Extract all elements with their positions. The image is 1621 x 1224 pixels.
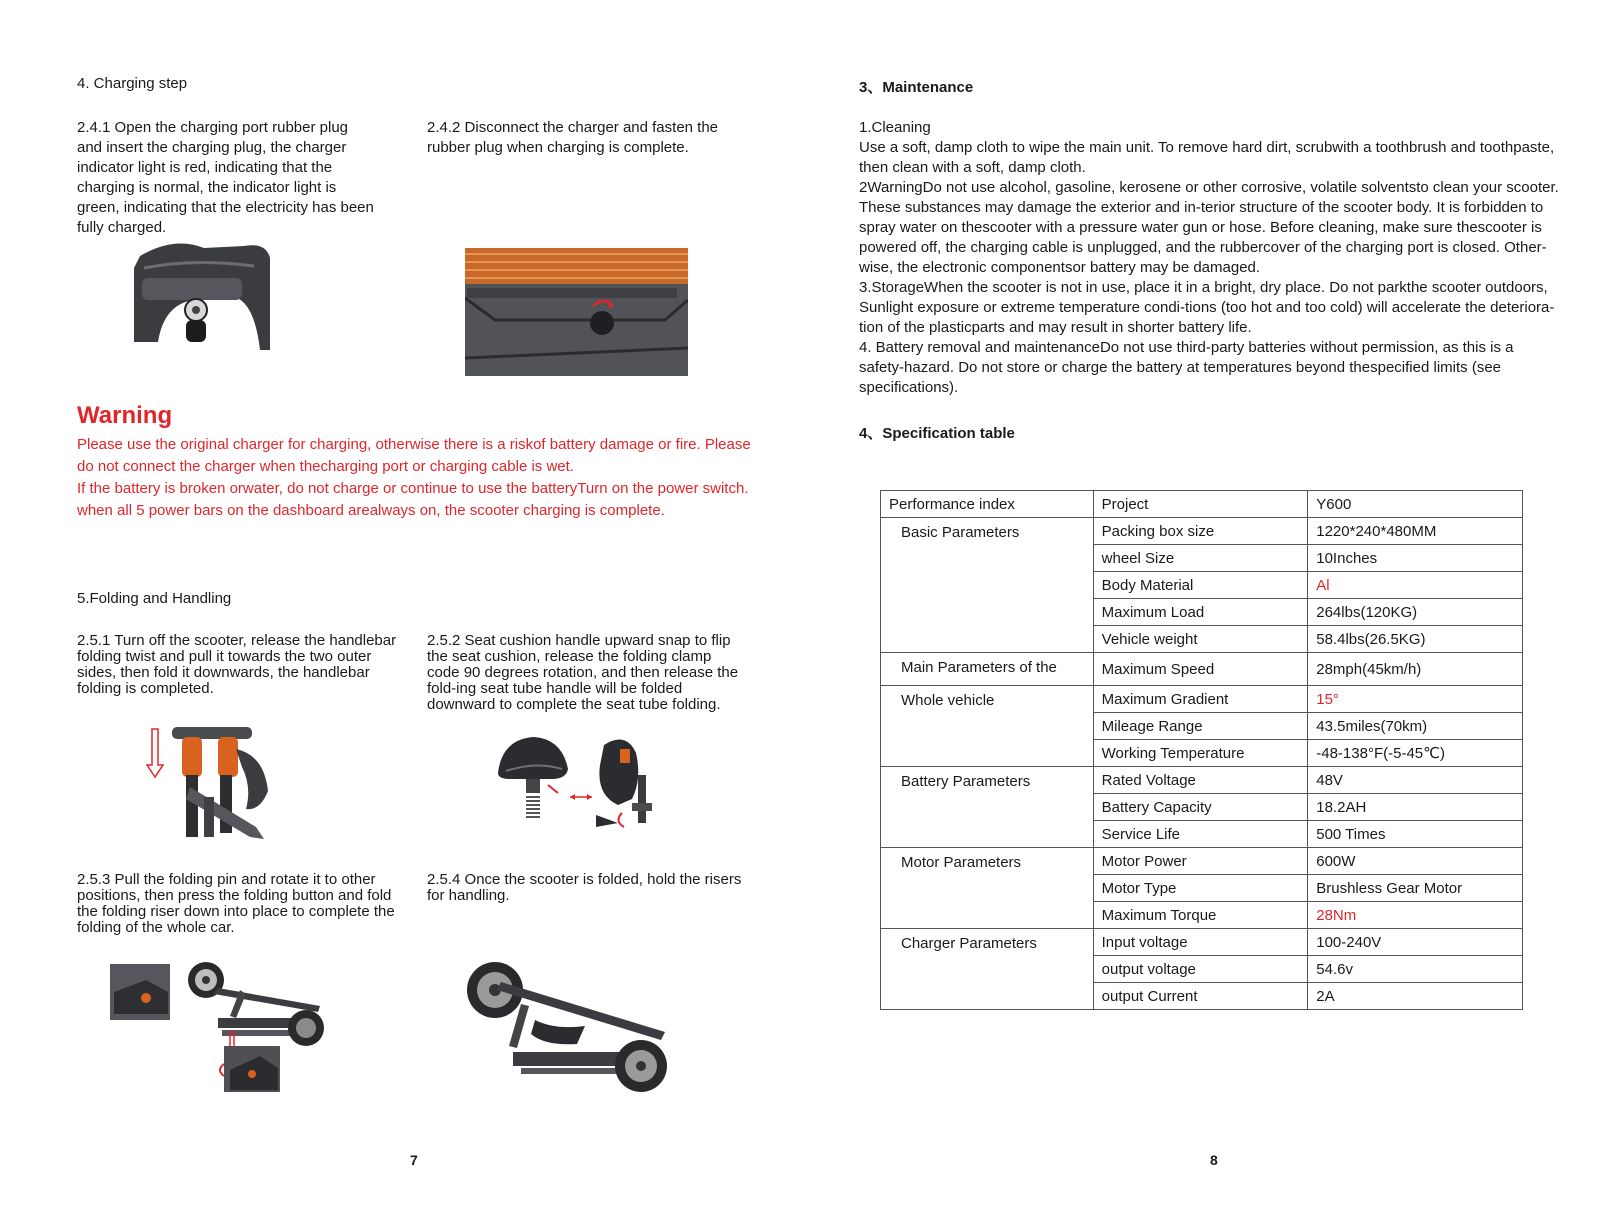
spec-item-cell: Body Material [1093, 572, 1308, 599]
maintenance-battery-body: 4. Battery removal and maintenanceDo not use third-party batteries without permission, as this is a safety-hazard. Do not store or charge the battery at temperatures beyond thespecified limits (see specifications). [859, 339, 1514, 396]
spec-item-cell: Working Temperature [1093, 740, 1308, 767]
maintenance-heading: 3、Maintenance [859, 79, 974, 96]
spec-row [881, 848, 1523, 875]
warning-text-2: If the battery is broken orwater, do not charge or continue to use the batteryTurn on the power switch. when all 5 power bars on the dashboard arealways on, the scooter charging is complete. [77, 480, 749, 519]
spec-header-row [881, 491, 1523, 518]
spec-item-cell: Packing box size [1093, 518, 1308, 545]
spec-item-cell: Maximum Load [1093, 599, 1308, 626]
spec-row [881, 653, 1523, 686]
step-2-5-3-text: 2.5.3 Pull the folding pin and rotate it to other positions, then press the folding button and fold the folding riser down into place to complete the folding of the whole car. [77, 871, 395, 936]
spec-value-cell: 264lbs(120KG) [1308, 599, 1523, 626]
spec-item-cell: Maximum Torque [1093, 902, 1308, 929]
step-2-5-1-text: 2.5.1 Turn off the scooter, release the handlebar folding twist and pull it towards the two outer sides, then fold it downwards, the handlebar folding is completed. [77, 632, 397, 697]
spec-item-cell: Motor Power [1093, 848, 1308, 875]
spec-value-cell: 100-240V [1308, 929, 1523, 956]
charging-heading: 4. Charging step [77, 75, 188, 92]
spec-item-cell: output voltage [1093, 956, 1308, 983]
spec-value-cell: Al [1308, 572, 1523, 599]
charging-port-illustration [134, 238, 270, 350]
spec-item-cell: wheel Size [1093, 545, 1308, 572]
spec-row [881, 929, 1523, 956]
spec-item-cell: Service Life [1093, 821, 1308, 848]
spec-header-cell: Y600 [1308, 491, 1523, 518]
maintenance-storage-body: 3.StorageWhen the scooter is not in use, place it in a bright, dry place. Do not parkthe scooter outdoors, Sunlight exposure or extreme temperature condi-tions (too hot and too cold) will accelerate the deteriora-tion of the plasticparts and may result in shorter battery life. [859, 279, 1555, 336]
page-number-left: 7 [410, 1152, 418, 1168]
seat-folding-illustration [496, 735, 666, 830]
handlebar-folding-illustration [146, 727, 274, 842]
spec-value-cell: 15° [1308, 686, 1523, 713]
spec-row [881, 518, 1523, 545]
spec-value-cell: 58.4lbs(26.5KG) [1308, 626, 1523, 653]
step-2-4-2-text: 2.4.2 Disconnect the charger and fasten the rubber plug when charging is complete. [427, 119, 719, 156]
spec-value-cell: 1220*240*480MM [1308, 518, 1523, 545]
spec-value-cell: 18.2AH [1308, 794, 1523, 821]
spec-value-cell: 500 Times [1308, 821, 1523, 848]
step-2-4-1-text: 2.4.1 Open the charging port rubber plug and insert the charging plug, the charger indicator light is red, indicating that the charging is normal, the indicator light is green, indicating that the electricity has been fully charged. [77, 119, 374, 236]
spec-value-cell: 600W [1308, 848, 1523, 875]
whole-vehicle-folding-illustration [110, 960, 340, 1095]
warning-title: Warning [77, 402, 173, 429]
page-number-right: 8 [1210, 1152, 1218, 1168]
maintenance-text [859, 118, 1559, 398]
step-2-5-2-text: 2.5.2 Seat cushion handle upward snap to flip the seat cushion, release the folding clamp code 90 degrees rotation, and then release the fold-ing seat tube handle will be folded downward to complete the seat tube folding. [427, 632, 739, 713]
spec-value-cell: Brushless Gear Motor [1308, 875, 1523, 902]
maintenance-cleaning-title: 1.Cleaning [859, 119, 931, 136]
spec-item-cell: Maximum Gradient [1093, 686, 1308, 713]
spec-value-cell: 10Inches [1308, 545, 1523, 572]
maintenance-warning-body: 2WarningDo not use alcohol, gasoline, kerosene or other corrosive, volatile solventsto clean your scooter. These substances may damage the exterior and in-terior structure of the scooter body. It is forbidden to spray water on thescooter with a pressure water gun or hose. Before cleaning, make sure thescooter is powered off, the charging cable is unplugged, and the rubbercover of the charging port is closed. Other-wise, the electronic componentsor battery may be damaged. [859, 179, 1559, 276]
folding-heading: 5.Folding and Handling [77, 590, 232, 607]
spec-category-cell: Whole vehicle [881, 686, 1094, 767]
spec-item-cell: Maximum Speed [1093, 653, 1308, 686]
spec-value-cell: 28Nm [1308, 902, 1523, 929]
maintenance-cleaning-body: Use a soft, damp cloth to wipe the main unit. To remove hard dirt, scrubwith a toothbrush and toothpaste, then clean with a soft, damp cloth. [859, 139, 1555, 176]
spec-value-cell: 48V [1308, 767, 1523, 794]
spec-category-cell: Main Parameters of the [881, 653, 1094, 686]
spec-header-cell: Performance index [881, 491, 1094, 518]
step-2-5-4-text: 2.5.4 Once the scooter is folded, hold the risers for handling. [427, 871, 742, 904]
spec-item-cell: Motor Type [1093, 875, 1308, 902]
spec-category-cell: Charger Parameters [881, 929, 1094, 1010]
spec-value-cell: -48-138°F(-5-45℃) [1308, 740, 1523, 767]
spec-item-cell: output Current [1093, 983, 1308, 1010]
spec-category-cell: Battery Parameters [881, 767, 1094, 848]
spec-category-cell: Basic Parameters [881, 518, 1094, 653]
spec-row [881, 686, 1523, 713]
spec-item-cell: Input voltage [1093, 929, 1308, 956]
spec-item-cell: Rated Voltage [1093, 767, 1308, 794]
spec-item-cell: Mileage Range [1093, 713, 1308, 740]
spec-item-cell: Battery Capacity [1093, 794, 1308, 821]
spec-value-cell: 28mph(45km/h) [1308, 653, 1523, 686]
spec-value-cell: 43.5miles(70km) [1308, 713, 1523, 740]
spec-item-cell: Vehicle weight [1093, 626, 1308, 653]
spec-category-cell: Motor Parameters [881, 848, 1094, 929]
spec-table-heading: 4、Specification table [859, 425, 1015, 442]
warning-text-1: Please use the original charger for charging, otherwise there is a riskof battery damage or fire. Please do not connect the charger when thecharging port or charging cable is wet. [77, 436, 751, 475]
spec-row [881, 767, 1523, 794]
spec-header-cell: Project [1093, 491, 1308, 518]
spec-value-cell: 2A [1308, 983, 1523, 1010]
spec-table [880, 490, 1523, 1010]
folded-scooter-illustration [465, 960, 680, 1098]
rubber-plug-illustration [465, 248, 688, 376]
spec-value-cell: 54.6v [1308, 956, 1523, 983]
